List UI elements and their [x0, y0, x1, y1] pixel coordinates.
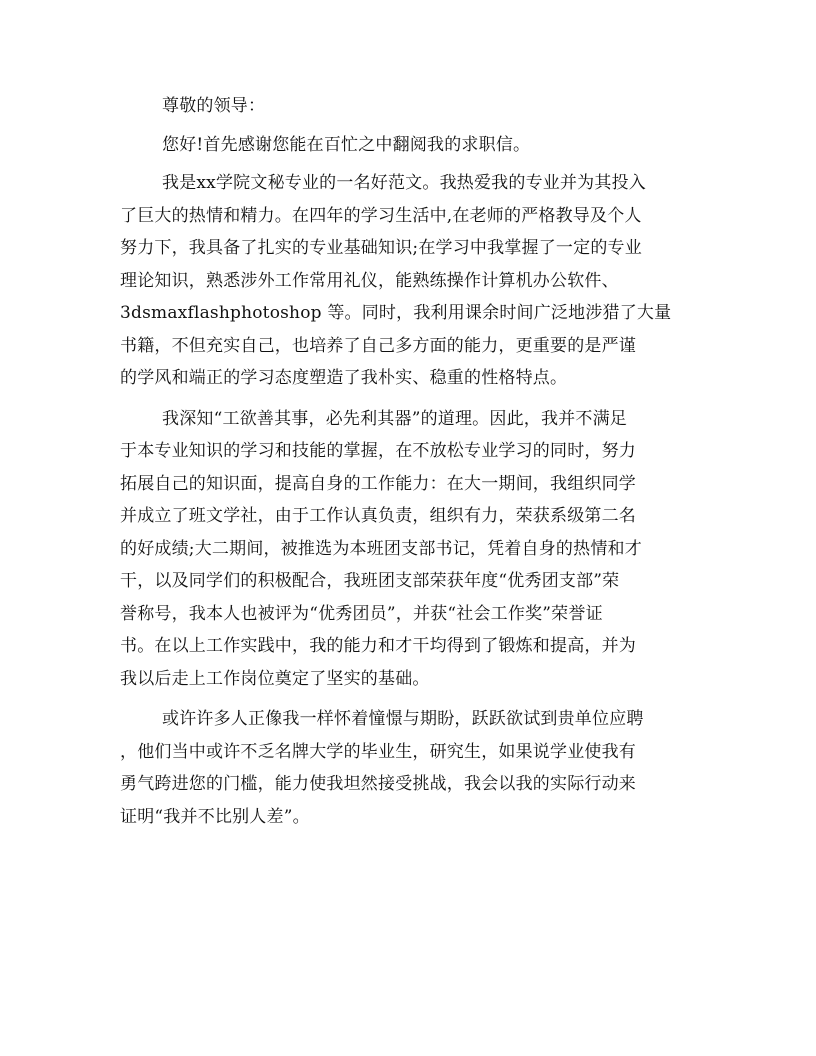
paragraph-2: [120, 403, 696, 696]
paragraph-1-line: 书籍，不但充实自己，也培养了自己多方面的能力，更重要的是严谨: [120, 335, 636, 356]
salutation: 尊敬的领导：: [162, 96, 266, 116]
paragraph-3-line: ，他们当中或许不乏名牌大学的毕业生，研究生，如果说学业使我有: [120, 741, 636, 762]
greeting: 您好!首先感谢您能在百忙之中翻阅我的求职信。: [162, 134, 531, 155]
paragraph-1-line: 了巨大的热情和精力。在四年的学习生活中,在老师的严格教导及个人: [120, 205, 642, 226]
paragraph-1-line: 的学风和端正的学习态度塑造了我朴实、稳重的性格特点。: [120, 368, 568, 388]
paragraph-2-line: 书。在以上工作实践中，我的能力和才干均得到了锻炼和提高，并为: [120, 636, 636, 656]
paragraph-1-line: 我是xx学院文秘专业的一名好范文。我热爱我的专业并为其投入: [162, 173, 646, 193]
paragraph-3: [120, 703, 696, 833]
paragraph-1-line: 3dsmaxflashphotoshop 等。同时，我利用课余时间广泛地涉猎了大量: [120, 303, 672, 323]
paragraph-1-line: 努力下，我具备了扎实的专业基础知识;在学习中我掌握了一定的专业: [120, 238, 642, 258]
paragraph-2-line: 誉称号，我本人也被评为“优秀团员”，并获“社会工作奖”荣誉证: [120, 603, 603, 624]
paragraph-3-line: 证明“我并不比别人差”。: [120, 806, 310, 827]
paragraph-2-line: 并成立了班文学社，由于工作认真负责，组织有力，荣获系级第二名: [120, 506, 636, 526]
paragraph-2-line: 干，以及同学们的积极配合，我班团支部荣获年度“优秀团支部”荣: [120, 571, 620, 591]
paragraph-2-line: 的好成绩;大二期间，被推选为本班团支部书记，凭着自身的热情和才: [120, 538, 642, 559]
paragraph-2-line: 拓展自己的知识面，提高自身的工作能力：在大一期间，我组织同学: [120, 473, 636, 494]
letter-body: [120, 90, 696, 833]
paragraph-1: [120, 167, 696, 395]
paragraph-2-line: 我以后走上工作岗位奠定了坚实的基础。: [120, 668, 430, 689]
paragraph-2-line: 于本专业知识的学习和技能的掌握，在不放松专业学习的同时，努力: [120, 441, 636, 461]
paragraph-3-line: 勇气跨进您的门槛，能力使我坦然接受挑战，我会以我的实际行动来: [120, 774, 636, 794]
paragraph-3-line: 或许许多人正像我一样怀着憧憬与期盼，跃跃欲试到贵单位应聘: [162, 709, 644, 729]
paragraph-2-line: 我深知“工欲善其事，必先利其器”的道理。因此，我并不满足: [162, 408, 627, 429]
paragraph-1-line: 理论知识，熟悉涉外工作常用礼仪，能熟练操作计算机办公软件、: [120, 270, 619, 291]
